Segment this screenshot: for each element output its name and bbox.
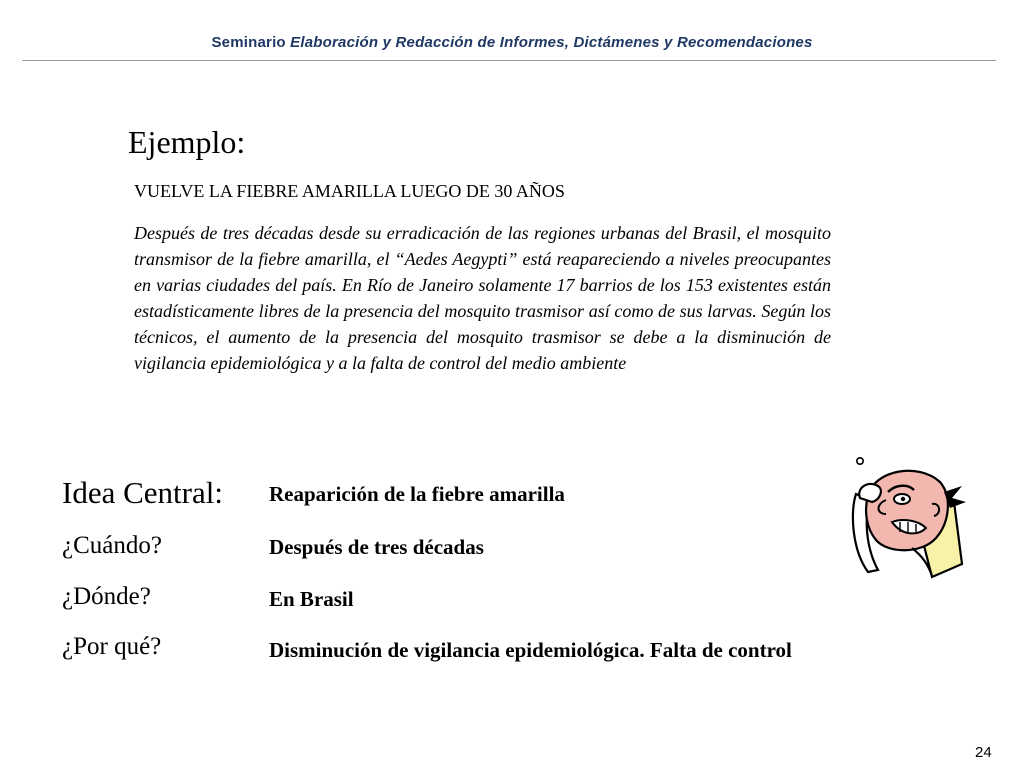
header-divider (22, 60, 996, 61)
cuando-label: ¿Cuándo? (62, 532, 162, 559)
idea-central-label: Idea Central: (62, 475, 223, 510)
porque-answer: Disminución de vigilancia epidemiológica. Falta de control (269, 638, 792, 662)
donde-answer: En Brasil (269, 587, 354, 611)
porque-label: ¿Por qué? (62, 633, 162, 660)
idea-central-answer: Reaparición de la fiebre amarilla (269, 482, 565, 506)
page-number: 24 (975, 744, 992, 761)
news-body: Después de tres décadas desde su erradicación de las regiones urbanas del Brasil, el mosquito transmisor de la fiebre amarilla, el “Aedes Aegypti” está reapareciendo a niveles preocupantes en varias ciudades del país. En Río de Janeiro solamente 17 barrios de los 153 existentes están estadísticamente libres de la presencia del mosquito trasmisor así como de sus larvas. Según los técnicos, el aumento de la presencia del mosquito trasmisor se debe a la disminución de vigilancia epidemiológica y a la falta de control del medio ambiente (134, 223, 831, 373)
header-label: Seminario (211, 34, 286, 51)
donde-label: ¿Dónde? (62, 583, 151, 610)
example-title: Ejemplo: (128, 124, 246, 160)
news-headline: VUELVE LA FIEBRE AMARILLA LUEGO DE 30 AÑOS (134, 181, 565, 201)
thinking-man-cartoon-icon (848, 452, 972, 580)
slide-header (0, 34, 1024, 51)
header-title: Elaboración y Redacción de Informes, Dictámenes y Recomendaciones (290, 34, 813, 51)
cuando-answer: Después de tres décadas (269, 535, 484, 559)
